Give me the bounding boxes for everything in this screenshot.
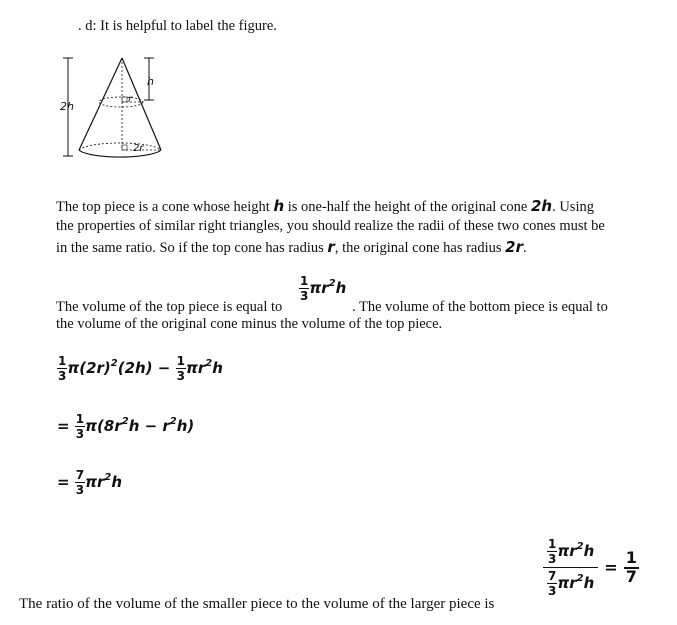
volume-bottom-text: . The volume of the bottom piece is equal to xyxy=(352,299,608,315)
label-2h: 2h xyxy=(60,100,74,113)
equation-1: $\frac{1}{3}$ $\pi(2r)^2(2h)$ − $\frac{1}{3}$ $\pi r^2h$ xyxy=(58,354,223,383)
label-r: r xyxy=(128,94,133,105)
volume-bottom-text-line2: the volume of the original cone minus the volume of the top piece. xyxy=(56,316,443,332)
heading: . d: It is helpful to label the figure. xyxy=(78,18,277,34)
math-2h: 2h xyxy=(530,197,553,215)
equation-3: = $\frac{7}{3}$ $\pi r^2h$ xyxy=(57,468,123,497)
math-h: h xyxy=(273,197,285,215)
equation-2: = $\frac{1}{3}$ $\pi(8r^2h - r^2h)$ xyxy=(57,412,195,441)
ratio-result: $\frac{1}{7}$ xyxy=(625,547,637,586)
math-r: r xyxy=(327,238,335,256)
equals-sign: = xyxy=(604,558,618,577)
volume-top-text: The volume of the top piece is equal to xyxy=(56,299,283,315)
paragraph-similar-cones: The top piece is a cone whose height h is one-half the height of the original cone 2h. Using the properties of similar right triangles, you should realize the radii of these two cones must be in the same ratio. So if the top cone has radius r, the original cone has radius 2r. xyxy=(56,197,605,256)
label-2r: 2r xyxy=(133,143,144,154)
label-h: h xyxy=(147,75,154,88)
math-2r: 2r xyxy=(505,238,523,256)
top-volume-formula: $\frac{1}{3}$ $\pi r^2h$ xyxy=(300,274,347,303)
ratio-text: The ratio of the volume of the smaller piece to the volume of the larger piece is xyxy=(19,596,495,612)
ratio-expression: $\frac{1}{3}$ $\pi r^2h$ $\frac{7}{3}$ $\pi r^2h$ = $\frac{1}{7}$ xyxy=(543,538,639,597)
